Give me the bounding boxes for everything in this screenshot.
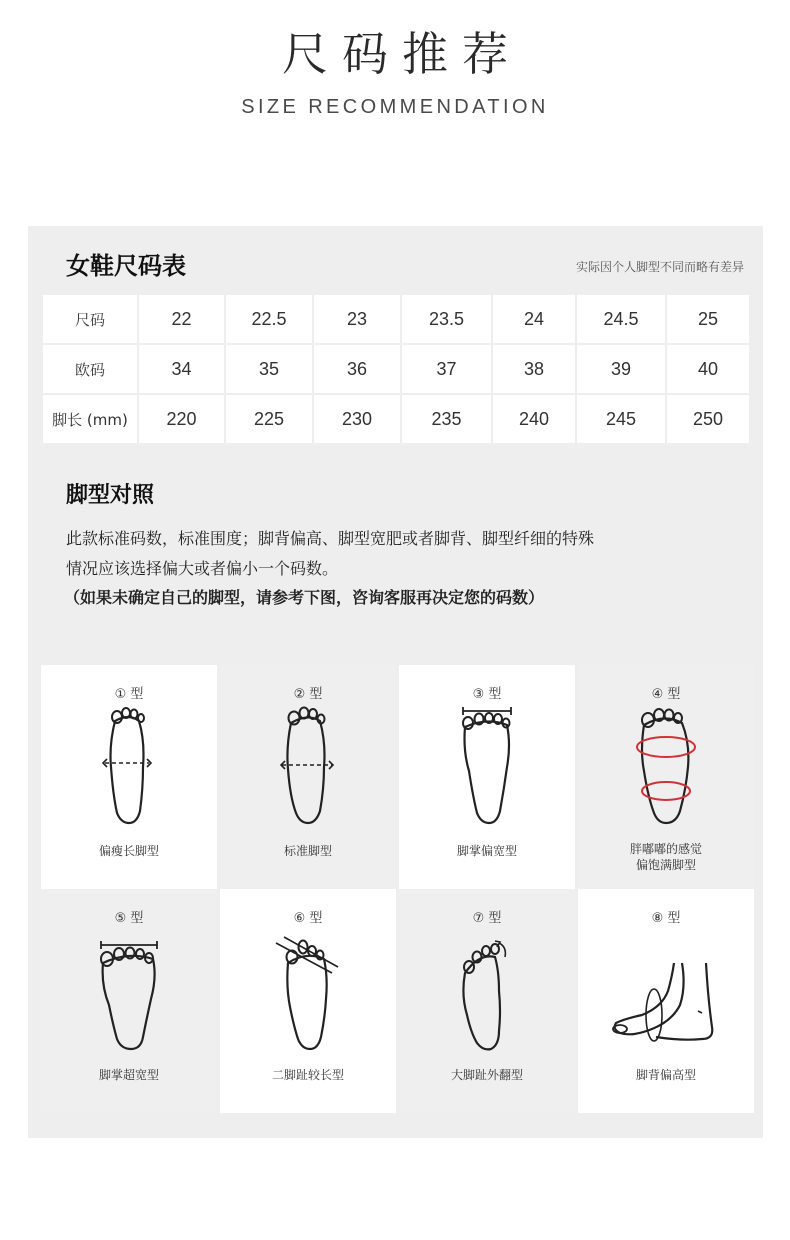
table-cell: 23: [313, 294, 401, 344]
foot-type-card: [399, 889, 575, 1113]
table-cell: 35: [225, 344, 313, 394]
foot-type-caption: 二脚趾较长型: [271, 1068, 344, 1082]
table-cell: 220: [138, 394, 225, 444]
foot-type-label: ⑤ 型: [114, 911, 144, 926]
table-cell: 225: [225, 394, 313, 444]
table-cell: 34: [138, 344, 225, 394]
table-cell: 24: [492, 294, 576, 344]
foot-type-card: [220, 889, 396, 1113]
foot-type-card: [41, 889, 217, 1113]
foot-type-description: 情况应该选择偏大或者偏小一个码数。: [66, 559, 339, 578]
page-title: 尺码推荐: [282, 27, 522, 81]
size-table: [41, 293, 751, 445]
table-cell: 245: [576, 394, 666, 444]
foot-type-label: ② 型: [293, 687, 323, 702]
table-cell: 37: [401, 344, 492, 394]
extra-wide-foot-icon: [79, 929, 179, 1059]
foot-type-card: [578, 665, 754, 889]
long-second-toe-icon: [258, 929, 358, 1059]
table-cell: 22: [138, 294, 225, 344]
foot-type-card: [220, 665, 396, 889]
foot-type-label: ⑥ 型: [293, 911, 323, 926]
size-chart-title: 女鞋尺码表: [66, 252, 186, 280]
table-cell: 40: [666, 344, 750, 394]
foot-type-card: [41, 665, 217, 889]
high-instep-icon: [602, 929, 732, 1059]
foot-type-card: [399, 665, 575, 889]
table-cell: 39: [576, 344, 666, 394]
table-cell: 38: [492, 344, 576, 394]
row-label: 尺码: [42, 294, 138, 344]
table-cell: 23.5: [401, 294, 492, 344]
table-row: [42, 344, 750, 394]
table-row: [42, 294, 750, 344]
foot-type-title: 脚型对照: [66, 483, 155, 508]
table-cell: 235: [401, 394, 492, 444]
foot-type-caption: 标准脚型: [283, 844, 332, 858]
wide-forefoot-icon: [437, 705, 537, 835]
foot-type-label: ⑧ 型: [651, 911, 681, 926]
table-cell: 240: [492, 394, 576, 444]
foot-type-caption: 大脚趾外翻型: [450, 1068, 523, 1082]
foot-type-label: ⑦ 型: [472, 911, 502, 926]
foot-type-caption: 脚掌偏宽型: [456, 844, 517, 858]
row-label: 脚长 (mm): [42, 394, 138, 444]
size-chart-note: 实际因个人脚型不同而略有差异: [575, 260, 744, 274]
foot-type-caption: 脚背偏高型: [635, 1068, 696, 1082]
foot-type-label: ④ 型: [651, 687, 681, 702]
foot-type-caption: 偏瘦长脚型: [98, 844, 159, 858]
bunion-foot-icon: [437, 929, 537, 1059]
table-row: [42, 394, 750, 444]
standard-foot-icon: [258, 705, 358, 835]
foot-type-label: ③ 型: [472, 687, 502, 702]
foot-type-caption: 胖嘟嘟的感觉 偏饱满脚型: [629, 842, 702, 872]
row-label: 欧码: [42, 344, 138, 394]
foot-type-description: 此款标准码数，标准围度；脚背偏高、脚型宽肥或者脚背、脚型纤细的特殊: [66, 529, 595, 548]
foot-type-hint: （如果未确定自己的脚型，请参考下图，咨询客服再决定您的码数）: [64, 588, 545, 607]
slim-foot-icon: [79, 705, 179, 835]
table-cell: 24.5: [576, 294, 666, 344]
table-cell: 250: [666, 394, 750, 444]
table-cell: 230: [313, 394, 401, 444]
foot-type-card: [578, 889, 754, 1113]
foot-type-caption: 脚掌超宽型: [98, 1068, 159, 1082]
table-cell: 25: [666, 294, 750, 344]
foot-type-label: ① 型: [114, 687, 144, 702]
table-cell: 36: [313, 344, 401, 394]
full-foot-icon: [616, 705, 716, 835]
page-subtitle: SIZE RECOMMENDATION: [241, 96, 549, 118]
table-cell: 22.5: [225, 294, 313, 344]
